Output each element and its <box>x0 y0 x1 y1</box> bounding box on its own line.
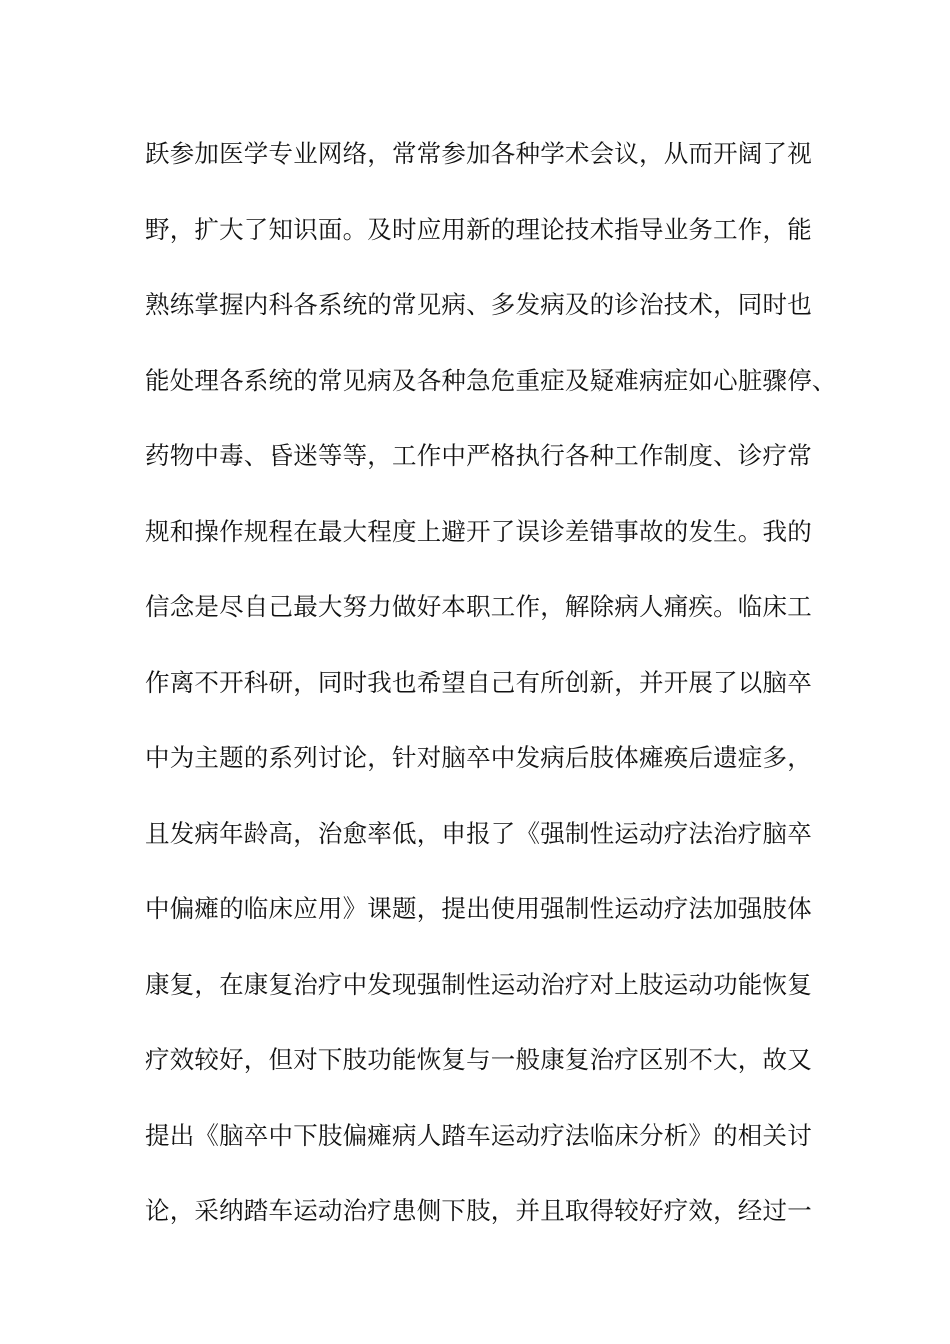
document-body <box>145 132 837 1265</box>
text-line: 野，扩大了知识面。及时应用新的理论技术指导业务工作，能 <box>145 214 812 244</box>
text-line: 中为主题的系列讨论，针对脑卒中发病后肢体瘫痪后遗症多， <box>145 743 812 772</box>
text-line: 信念是尽自己最大努力做好本职工作，解除病人痛疾。临床工 <box>145 592 812 621</box>
text-line: 跃参加医学专业网络，常常参加各种学术会议，从而开阔了视 <box>145 139 812 168</box>
text-line: 药物中毒、昏迷等等，工作中严格执行各种工作制度、诊疗常 <box>145 441 812 470</box>
text-line: 论，采纳踏车运动治疗患侧下肢，并且取得较好疗效，经过一 <box>145 1196 812 1225</box>
text-line: 作离不开科研，同时我也希望自己有所创新，并开展了以脑卒 <box>145 667 812 697</box>
text-line: 且发病年龄高，治愈率低，申报了《强制性运动疗法治疗脑卒 <box>145 818 812 848</box>
text-line: 熟练掌握内科各系统的常见病、多发病及的诊治技术，同时也 <box>145 290 812 319</box>
text-line: 中偏瘫的临床应用》课题，提出使用强制性运动疗法加强肢体 <box>145 894 812 923</box>
text-line: 疗效较好，但对下肢功能恢复与一般康复治疗区别不大，故又 <box>145 1045 812 1074</box>
text-line: 规和操作规程在最大程度上避开了误诊差错事故的发生。我的 <box>145 516 812 546</box>
text-line: 能处理各系统的常见病及各种急危重症及疑难病症如心脏骤停、 <box>145 365 837 395</box>
text-line: 康复，在康复治疗中发现强制性运动治疗对上肢运动功能恢复 <box>145 969 812 999</box>
text-line: 提出《脑卒中下肢偏瘫病人踏车运动疗法临床分析》的相关讨 <box>145 1120 812 1150</box>
